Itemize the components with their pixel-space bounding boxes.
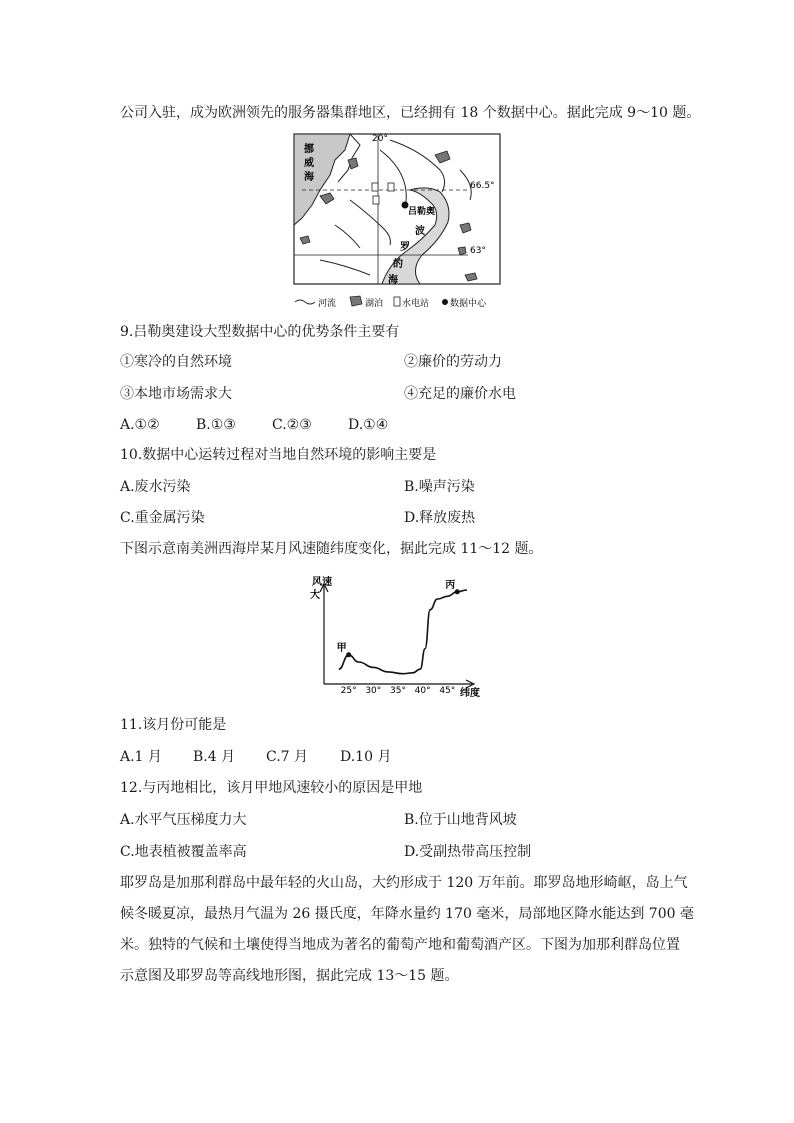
map-label-norway-1: 挪 — [304, 144, 314, 155]
y-axis-label: 风速 — [312, 577, 332, 588]
q9-item-2: ②廉价的劳动力 — [404, 354, 502, 370]
q11-option-c[interactable]: C.7 月 — [266, 749, 309, 765]
x-tick-label: 25° — [340, 686, 357, 696]
y-axis-high-label: 大 — [310, 590, 320, 601]
map-label-baltic-4: 海 — [388, 275, 398, 286]
legend-lake: 湖泊 — [365, 299, 384, 309]
q9-item-4: ④充足的廉价水电 — [404, 386, 516, 402]
legend-hydro: 水电站 — [402, 299, 430, 309]
q10-option-a[interactable]: A.废水污染 — [120, 479, 191, 495]
x-tick-label: 35° — [390, 686, 406, 696]
q9-option-c[interactable]: C.②③ — [272, 417, 312, 433]
point-marker — [346, 652, 351, 657]
passage-line-4: 示意图及耶罗岛等高线地形图，据此完成 13～15 题。 — [120, 968, 459, 984]
x-tick-label: 45° — [439, 686, 456, 696]
q10-option-d[interactable]: D.释放废热 — [404, 510, 476, 526]
point-marker — [455, 589, 460, 594]
q9-option-d[interactable]: D.①④ — [348, 417, 389, 433]
map-label-city: 吕勒奥 — [408, 207, 436, 217]
intro2-text: 下图示意南美洲西海岸某月风速随纬度变化，据此完成 11～12 题。 — [120, 541, 543, 557]
map-label-baltic-1: 波 — [415, 226, 425, 237]
map-label-baltic-2: 罗 — [400, 242, 410, 253]
intro-text: 公司入驻，成为欧洲领先的服务器集群地区，已经拥有 18 个数据中心。据此完成 9～10 题。 — [120, 105, 701, 121]
point-label: 甲 — [336, 642, 347, 654]
map-label-baltic-3: 的 — [393, 259, 403, 270]
q11-stem: 11.该月份可能是 — [120, 717, 227, 733]
q12-option-b[interactable]: B.位于山地背风坡 — [404, 812, 517, 828]
q11-option-b[interactable]: B.4 月 — [193, 749, 236, 765]
q10-option-b[interactable]: B.噪声污染 — [404, 479, 475, 495]
passage-line-2: 候冬暖夏凉，最热月气温为 26 摄氏度，年降水量约 170 毫米，局部地区降水能达到 700 毫 — [120, 906, 694, 922]
q11-option-d[interactable]: D.10 月 — [340, 749, 392, 765]
map-figure — [290, 130, 505, 310]
q10-stem: 10.数据中心运转过程对当地自然环境的影响主要是 — [120, 447, 437, 463]
passage-line-1: 耶罗岛是加那利群岛中最年轻的火山岛，大约形成于 120 万年前。耶罗岛地形崎岖，岛上气 — [120, 875, 688, 891]
point-label: 丙 — [445, 579, 456, 591]
q9-option-a[interactable]: A.①② — [120, 417, 160, 433]
q9-stem: 9.吕勒奥建设大型数据中心的优势条件主要有 — [120, 324, 400, 340]
map-label-lon20: 20° — [372, 134, 388, 144]
wind-series-line — [336, 590, 467, 674]
passage-line-3: 米。独特的气候和土壤使得当地成为著名的葡萄产地和葡萄酒产区。下图为加那利群岛位置 — [120, 937, 680, 953]
q10-option-c[interactable]: C.重金属污染 — [120, 510, 205, 526]
map-label-lat63: 63° — [470, 246, 486, 256]
q12-stem: 12.与丙地相比，该月甲地风速较小的原因是甲地 — [120, 780, 423, 796]
map-label-norway-2: 威 — [304, 158, 314, 169]
q9-item-1: ①寒冷的自然环境 — [120, 354, 232, 370]
q12-option-d[interactable]: D.受副热带高压控制 — [404, 844, 532, 860]
q11-option-a[interactable]: A.1 月 — [120, 749, 162, 765]
x-tick-label: 40° — [414, 686, 431, 696]
q12-option-c[interactable]: C.地表植被覆盖率高 — [120, 844, 247, 860]
map-label-lat665: 66.5° — [470, 181, 495, 191]
x-tick-label: 30° — [365, 686, 382, 696]
q9-item-3: ③本地市场需求大 — [120, 386, 232, 402]
wind-chart — [300, 572, 500, 700]
q9-option-b[interactable]: B.①③ — [196, 417, 236, 433]
legend-river: 河流 — [318, 299, 337, 309]
map-label-norway-3: 海 — [304, 172, 314, 183]
legend-datacenter: 数据中心 — [450, 299, 487, 309]
x-axis-label: 纬度 — [460, 688, 480, 699]
q12-option-a[interactable]: A.水平气压梯度力大 — [120, 812, 247, 828]
